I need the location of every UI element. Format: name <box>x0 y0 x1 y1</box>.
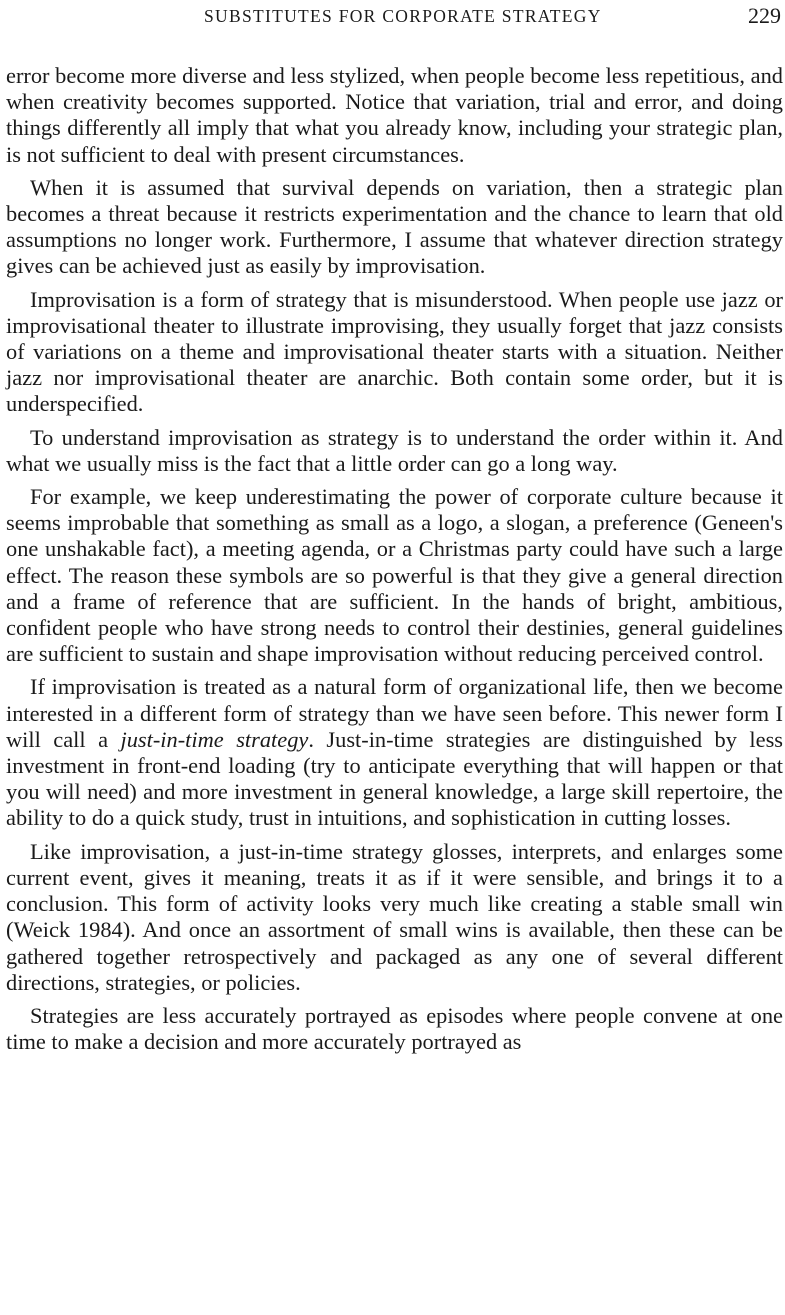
paragraph-3: Improvisation is a form of strategy that is misunderstood. When people use jazz or improvisational theater to illustrate improvising, they usually forget that jazz consists of variations on a theme and improvisational theater starts with a situation. Neither jazz nor improvisational theater are anarchic. Both contain some order, but it is underspecified. <box>6 286 783 417</box>
paragraph-8: Strategies are less accurately portrayed as episodes where people convene at one time to make a decision and more accurately portrayed as <box>6 1002 783 1055</box>
paragraph-6 <box>6 674 783 831</box>
paragraph-7: Like improvisation, a just-in-time strategy glosses, interprets, and enlarges some current event, gives it meaning, treats it as if it were sensible, and brings it to a conclusion. This form of activity looks very much like creating a stable small win (Weick 1984). And once an assortment of small wins is available, then these can be gathered together retrospectively and packaged as any one of several different directions, strategies, or policies. <box>6 838 783 995</box>
body-text <box>6 63 783 1055</box>
running-title: SUBSTITUTES FOR CORPORATE STRATEGY <box>204 6 602 26</box>
paragraph-6-text-before: If improvisation is treated as a natural form of organizational life, then we become interested in a different form of strategy than we have seen before. This newer form I will call a <box>6 674 783 752</box>
paragraph-4: To understand improvisation as strategy is to understand the order within it. And what we usually miss is the fact that a little order can go a long way. <box>6 424 783 476</box>
paragraph-5: For example, we keep underestimating the power of corporate culture because it seems improbable that something as small as a logo, a slogan, a preference (Geneen's one unshakable fact), a meeting agenda, or a Christmas party could have such a large effect. The reason these symbols are so powerful is that they give a general direction and a frame of reference that are sufficient. In the hands of bright, ambitious, confident people who have strong needs to control their destinies, general guidelines are sufficient to sustain and shape improvisation without reducing perceived control. <box>6 484 783 667</box>
page-number: 229 <box>748 3 781 28</box>
running-header <box>6 0 783 30</box>
paragraph-6-text-after: . Just-in-time strategies are distinguished by less investment in front-end loading (try to anticipate everything that will happen or that you will need) and more investment in general knowledge, a large skill repertoire, the ability to do a quick study, trust in intuitions, and sophistication in cutting losses. <box>6 726 784 831</box>
paragraph-2: When it is assumed that survival depends on variation, then a strategic plan becomes a threat because it restricts experimentation and the chance to learn that old assumptions no longer work. Furthermore, I assume that whatever direction strategy gives can be achieved just as easily by improvisation. <box>6 174 783 279</box>
paragraph-1: error become more diverse and less stylized, when people become less repetitious, and when creativity becomes supported. Notice that variation, trial and error, and doing things differently all imply that what you already know, including your strategic plan, is not sufficient to deal with present circumstances. <box>6 63 783 167</box>
just-in-time-strategy-term: just-in-time strategy <box>120 726 309 752</box>
book-page <box>6 0 783 1315</box>
